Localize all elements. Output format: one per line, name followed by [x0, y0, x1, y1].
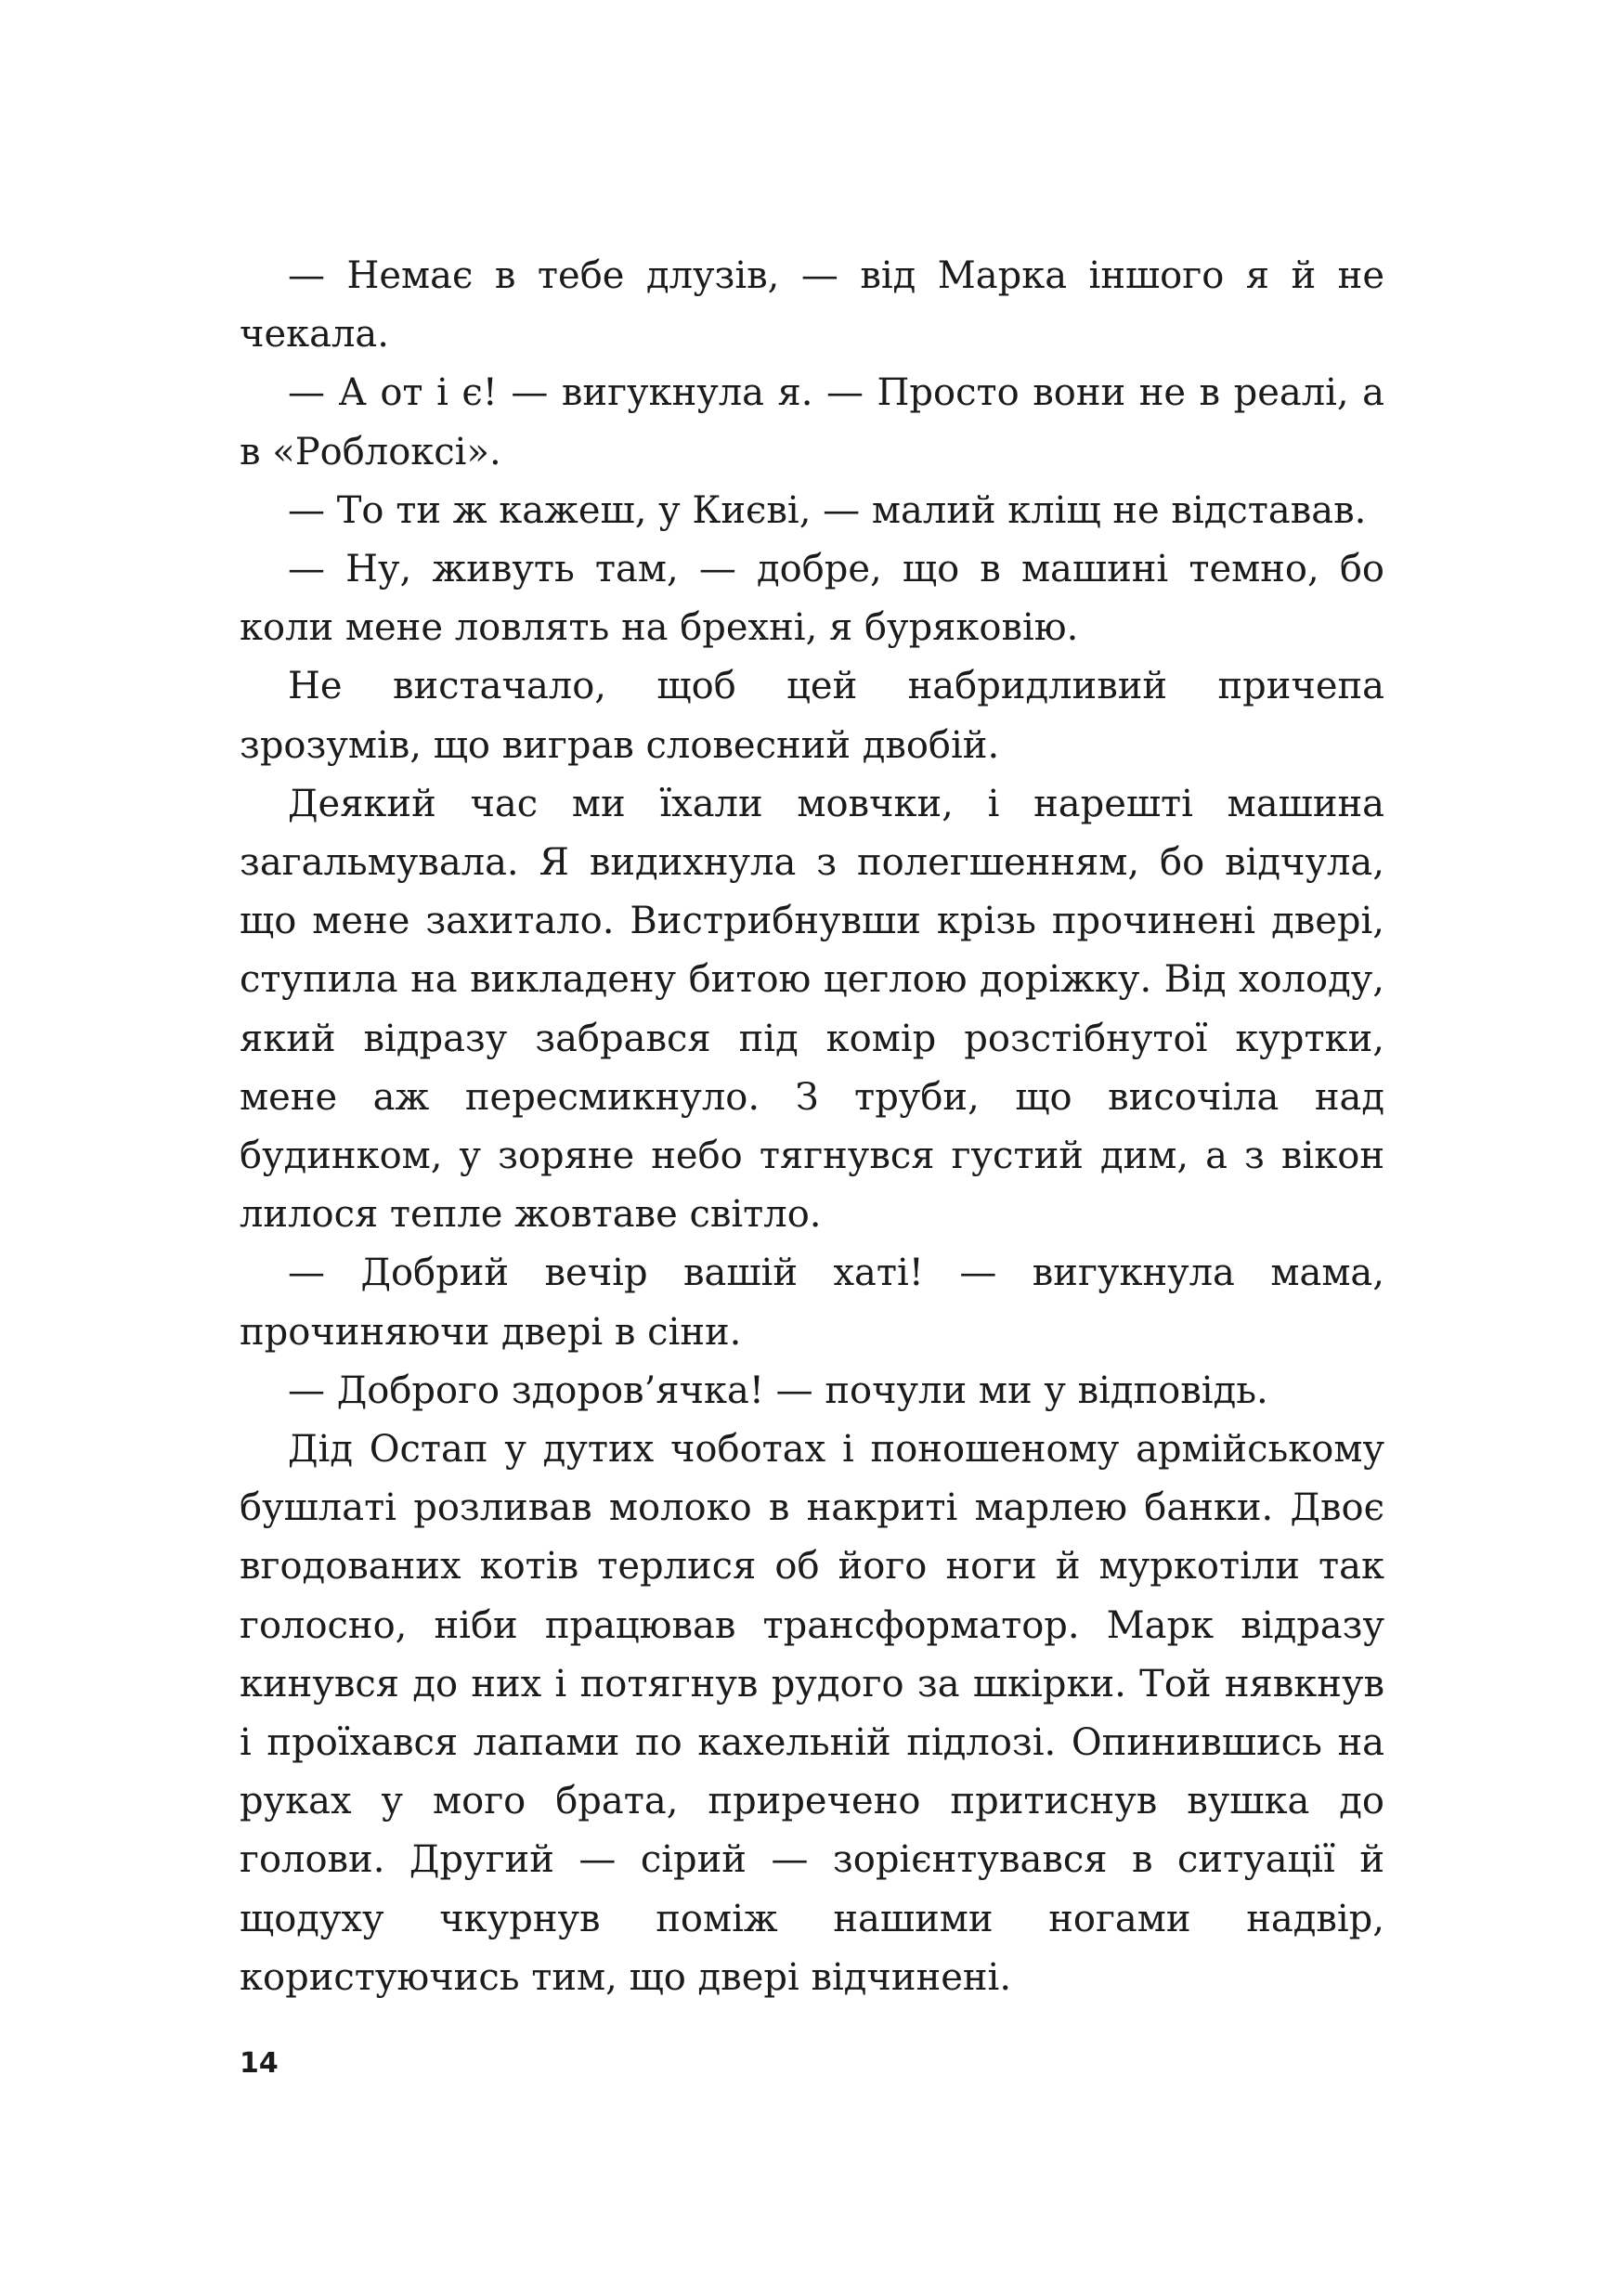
paragraph: — Доброго здоров’ячка! — почули ми у відповідь.: [288, 1368, 1268, 1412]
paragraph: — Немає в тебе длузів, — від Марка іншого я й не чекала.: [240, 254, 1384, 357]
paragraph: Деякий час ми їхали мовчки, і нарешті машина загальмувала. Я видихнула з полегшенням, бо відчула, що мене захитало. Вистрибнувши крізь прочинені двері, ступила на викладену битою цеглою доріжку. Від холоду, який відразу забрався під комір розстібнутої куртки, мене аж пересмикнуло. З труби, що височіла над будинком, у зоряне небо тягнувся густий дим, а з вікон лилося тепле жовтаве світло.: [240, 782, 1384, 1237]
page-number: 14: [240, 2047, 279, 2080]
paragraph: Дід Остап у дутих чоботах і поношеному армійському бушлаті розливав молоко в накриті марлею банки. Двоє вгодованих котів терлися об його ноги й муркотіли так голосно, ніби працював трансформатор. Марк відразу кинувся до них і потягнув рудого за шкірки. Той нявкнув і проїхався лапами по кахельній підлозі. Опинившись на руках у мого брата, приречено притиснув вушка до голови. Другий — сірий — зорієнтувався в ситуації й щодуху чкурнув поміж нашими ногами надвір, користуючись тим, що двері відчинені.: [240, 1428, 1384, 1999]
paragraph: Не вистачало, щоб цей набридливий причепа зрозумів, що виграв словесний двобій.: [240, 665, 1384, 767]
paragraph: — Добрий вечір вашій хаті! — вигукнула мама, прочиняючи двері в сіни.: [240, 1252, 1384, 1354]
paragraph: — То ти ж кажеш, у Києві, — малий кліщ не відставав.: [288, 488, 1367, 532]
paragraph: — А от і є! — вигукнула я. — Просто вони не в реалі, а в «Роблоксі».: [240, 371, 1384, 473]
body-text: [240, 247, 1384, 2007]
paragraph: — Ну, живуть там, — добре, що в машині темно, бо коли мене ловлять на брехні, я буряковію.: [240, 548, 1384, 650]
